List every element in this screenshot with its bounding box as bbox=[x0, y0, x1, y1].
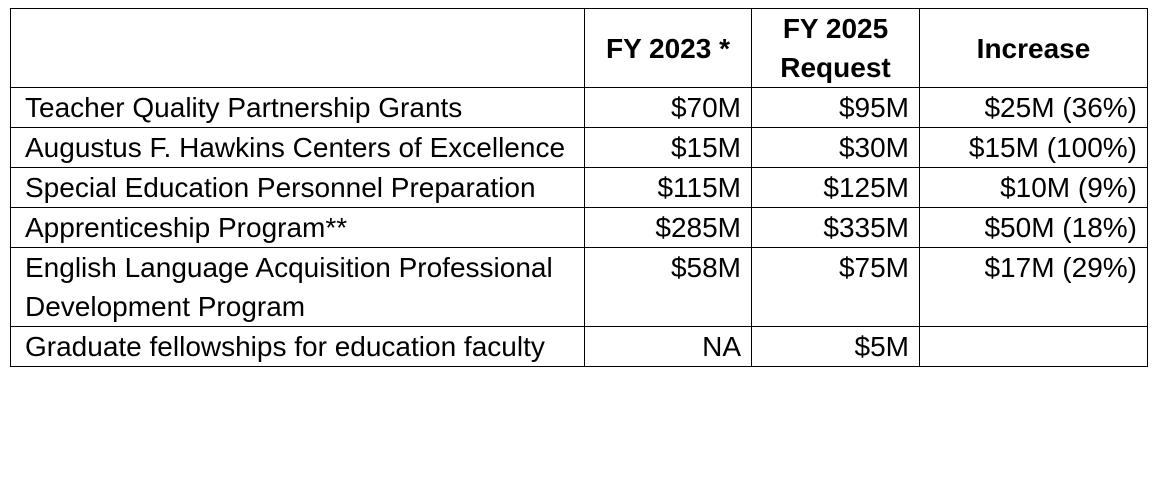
increase-cell: $25M (36%) bbox=[920, 88, 1148, 128]
fy2023-cell: $15M bbox=[585, 128, 752, 168]
header-cell-fy2025-request: FY 2025 Request bbox=[752, 9, 920, 88]
increase-cell: $17M (29%) bbox=[920, 248, 1148, 327]
increase-cell: $50M (18%) bbox=[920, 208, 1148, 248]
program-name-cell: Special Education Personnel Preparation bbox=[11, 168, 585, 208]
fy2023-cell: NA bbox=[585, 327, 752, 367]
program-name-cell: Augustus F. Hawkins Centers of Excellence bbox=[11, 128, 585, 168]
header-row bbox=[11, 9, 1148, 88]
increase-cell: $15M (100%) bbox=[920, 128, 1148, 168]
program-name-cell: Graduate fellowships for education faculty bbox=[11, 327, 585, 367]
increase-cell bbox=[920, 327, 1148, 367]
fy2025-cell: $75M bbox=[752, 248, 920, 327]
fy2025-cell: $95M bbox=[752, 88, 920, 128]
header-cell-program bbox=[11, 9, 585, 88]
fy2025-cell: $125M bbox=[752, 168, 920, 208]
fy2023-cell: $70M bbox=[585, 88, 752, 128]
program-name-cell: Teacher Quality Partnership Grants bbox=[11, 88, 585, 128]
header-cell-increase: Increase bbox=[920, 9, 1148, 88]
increase-cell: $10M (9%) bbox=[920, 168, 1148, 208]
fy2023-cell: $115M bbox=[585, 168, 752, 208]
fy2025-cell: $5M bbox=[752, 327, 920, 367]
table-row bbox=[11, 168, 1148, 208]
fy2025-cell: $30M bbox=[752, 128, 920, 168]
table-row bbox=[11, 327, 1148, 367]
table-row bbox=[11, 208, 1148, 248]
program-name-cell: Apprenticeship Program** bbox=[11, 208, 585, 248]
fy2025-cell: $335M bbox=[752, 208, 920, 248]
fy2023-cell: $285M bbox=[585, 208, 752, 248]
table-row bbox=[11, 128, 1148, 168]
table-row bbox=[11, 248, 1148, 327]
funding-table bbox=[10, 8, 1148, 367]
header-cell-fy2023: FY 2023 * bbox=[585, 9, 752, 88]
table-row bbox=[11, 88, 1148, 128]
program-name-cell: English Language Acquisition Professional Development Program bbox=[11, 248, 585, 327]
fy2023-cell: $58M bbox=[585, 248, 752, 327]
